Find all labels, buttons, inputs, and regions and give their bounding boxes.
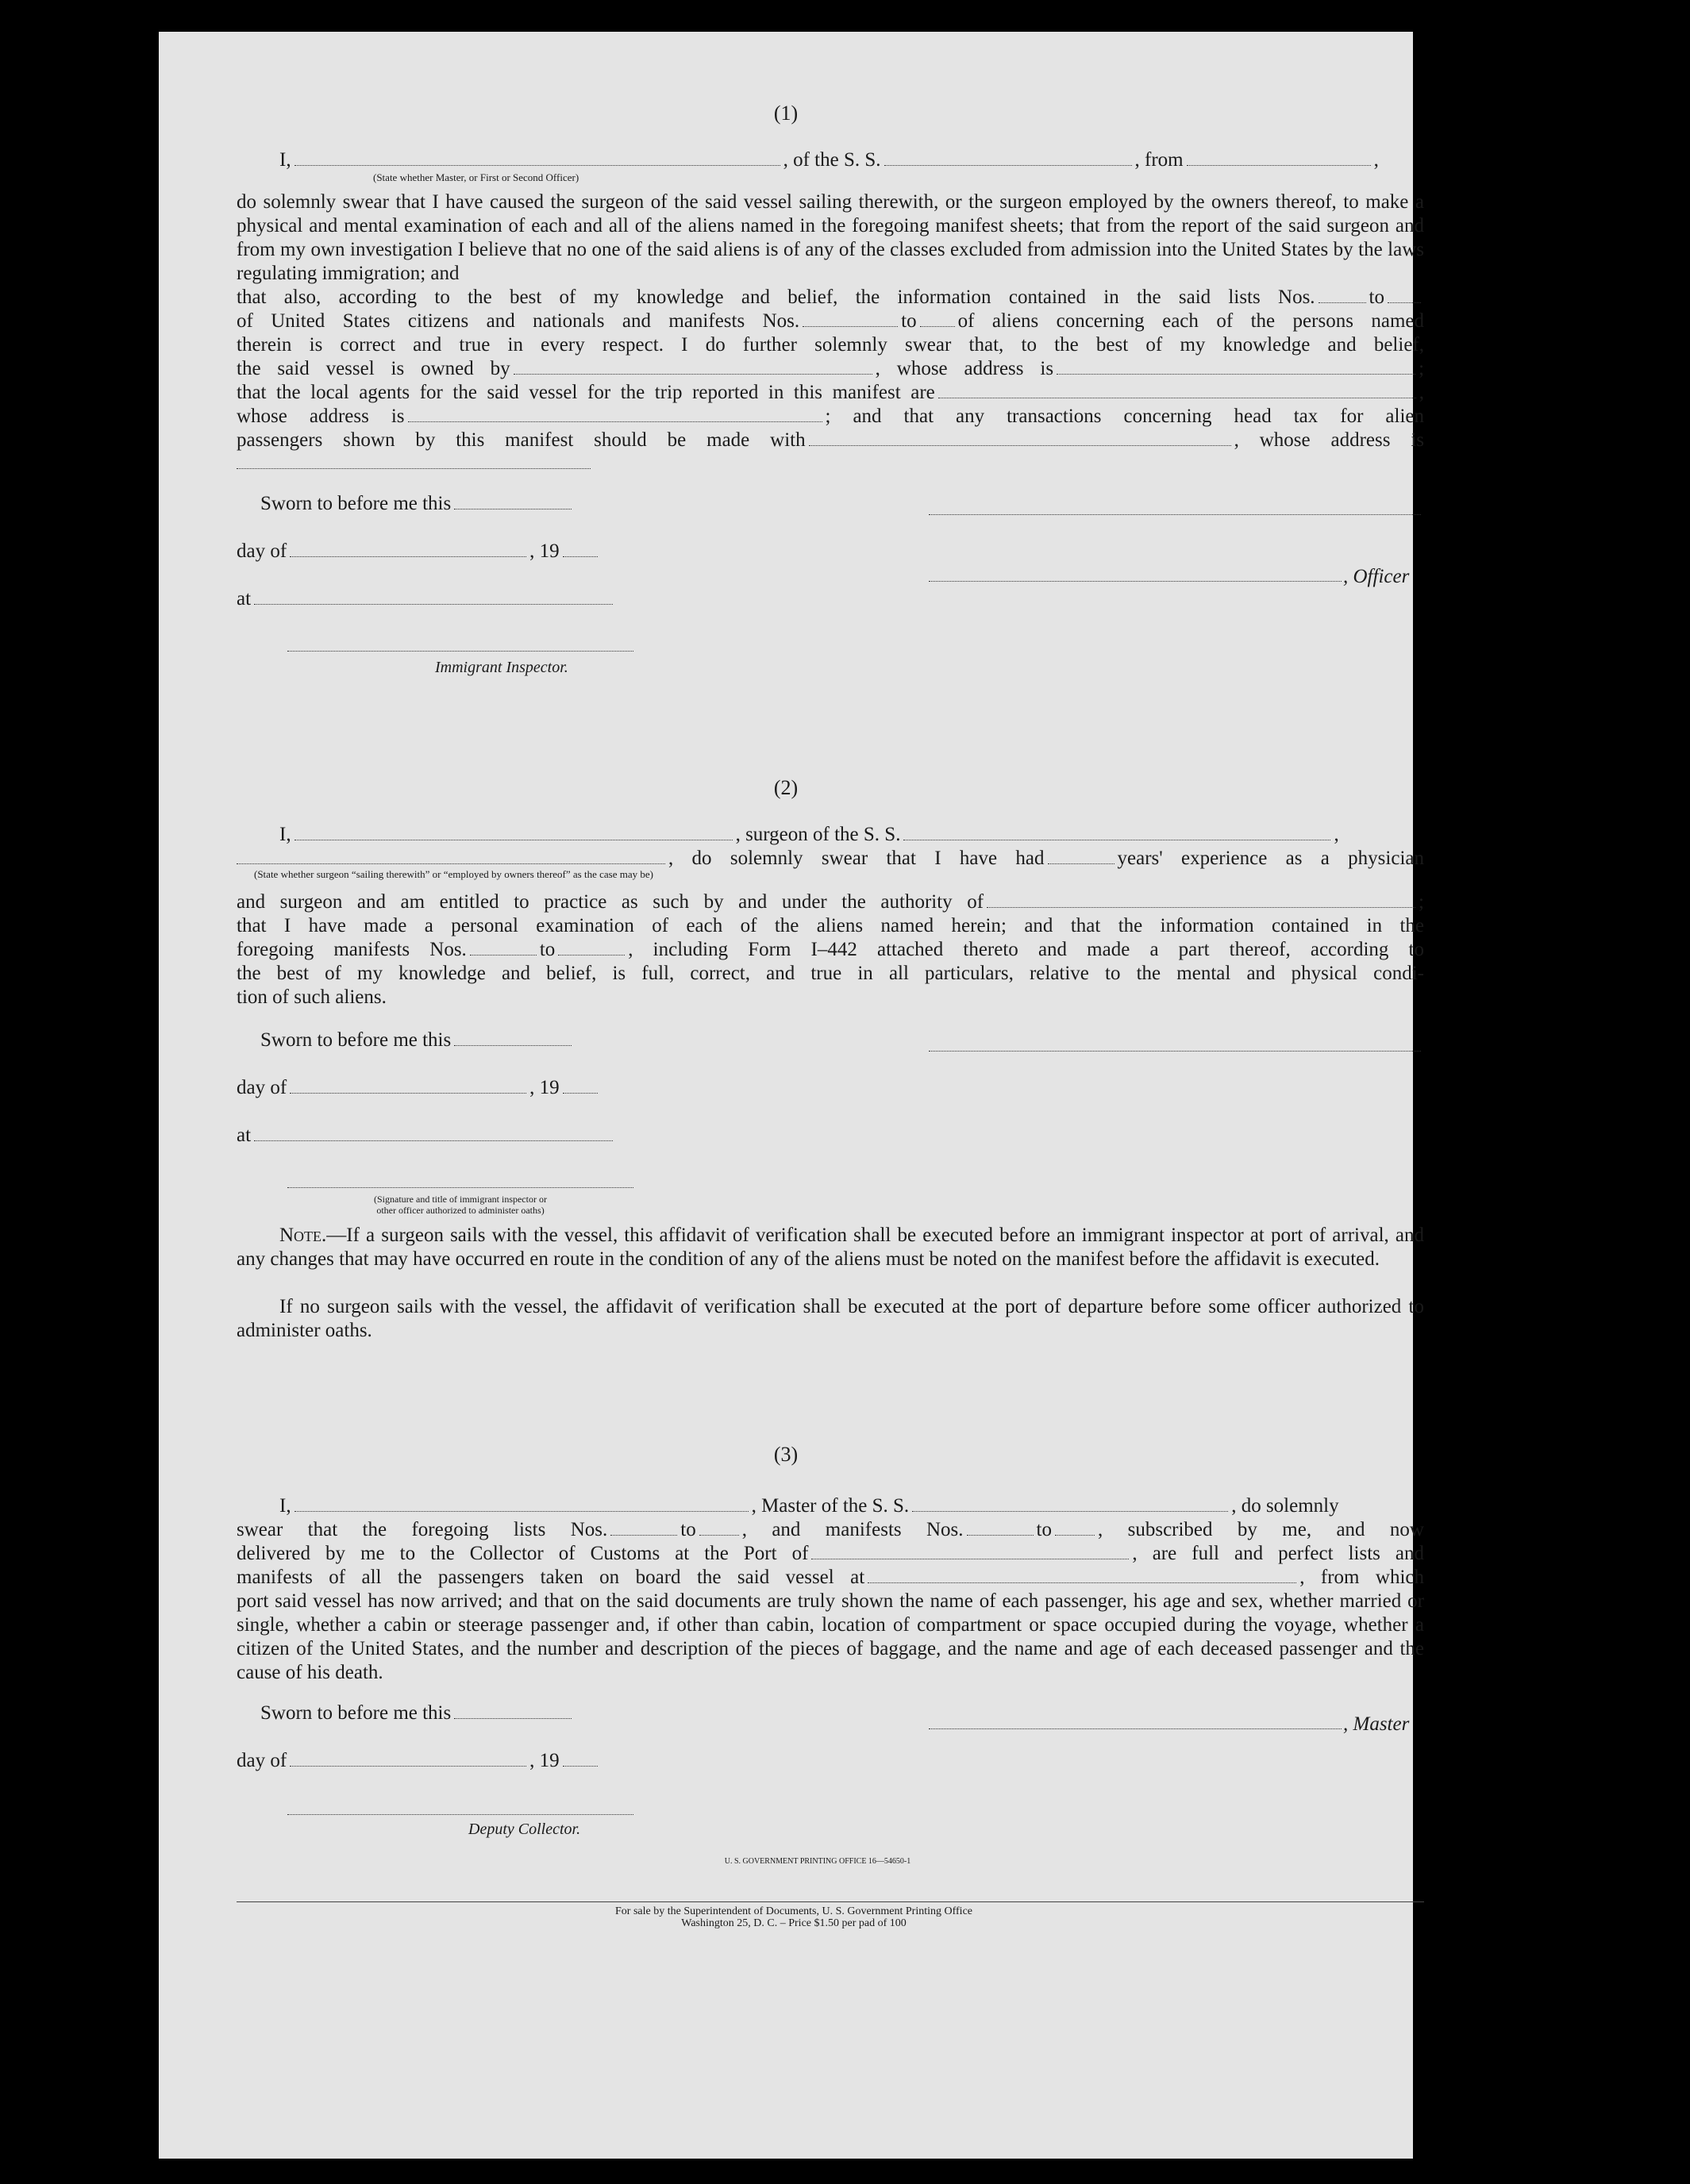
signature-note-line-2: other officer authorized to administer oaths): [376, 1205, 545, 1216]
manifests-from-field-3[interactable]: [967, 1521, 1034, 1536]
inspector-signature-field[interactable]: [287, 649, 633, 652]
sworn-day-field[interactable]: [454, 494, 572, 509]
lists-from-field[interactable]: [1319, 288, 1366, 303]
section-1-at-line: at: [237, 587, 616, 611]
officer-rank-note: (State whether Master, or First or Second Officer): [373, 171, 579, 183]
owner-address-field[interactable]: [1057, 360, 1415, 375]
section-3-lists-line: swear that the foregoing lists Nos. to , and manifests Nos. to , subscribed by me, and now: [237, 1519, 1424, 1540]
section-3-paragraph: port said vessel has now arrived; and that on the said documents are truly shown the name of each passenger, his age and sex, whether married or single, whether a cabin or steerage passenger and, if other than cabin, location of compartment or space occupied during the voyage, whether a citizen of the United States, and the number and description of the pieces of baggage, and the name and age of each deceased passenger and the cause of his death.: [237, 1590, 1424, 1683]
collector-label: Deputy Collector.: [468, 1821, 581, 1838]
sale-notice-line-1: For sale by the Superintendent of Documents, U. S. Government Printing Office: [615, 1905, 972, 1917]
section-2-manifests-line: foregoing manifests Nos. to , including Form I–442 attached thereto and made a part thereof, according to: [237, 939, 1424, 960]
manifests-to-field-3[interactable]: [1055, 1521, 1095, 1536]
form-page: [159, 32, 1425, 2159]
inspector-label: Immigrant Inspector.: [435, 659, 568, 676]
master-name-field[interactable]: [294, 1497, 749, 1512]
section-2-at-line: at: [237, 1124, 616, 1148]
boarding-port-field[interactable]: [868, 1568, 1296, 1583]
section-3-number: (3): [773, 1443, 799, 1466]
vessel-name-field-2[interactable]: [903, 825, 1330, 840]
section-2-sworn-line: Sworn to before me this: [260, 1029, 575, 1052]
month-field-3[interactable]: [290, 1751, 526, 1767]
section-1-owner-line: the said vessel is owned by , whose address is ;: [237, 358, 1425, 379]
head-tax-address-field[interactable]: [237, 467, 591, 469]
note-paragraph-2: If no surgeon sails with the vessel, the affidavit of verification shall be executed at the port of departure before some officer authorized to administer oaths.: [237, 1296, 1424, 1341]
vessel-name-field-3[interactable]: [912, 1497, 1228, 1512]
master-signature-field[interactable]: [929, 1727, 1342, 1729]
punch-hole: [1490, 1563, 1530, 1603]
surgeon-status-field[interactable]: [237, 849, 665, 864]
section-1-sworn-line: Sworn to before me this: [260, 492, 575, 516]
section-1-agents-line: that the local agents for the said vessel for the trip reported in this manifest are ,: [237, 382, 1424, 403]
punch-hole: [1490, 1643, 1530, 1682]
manifests-to-field[interactable]: [920, 312, 955, 327]
section-2-oath-line: I, , surgeon of the S. S. ,: [279, 824, 1339, 845]
head-tax-party-field[interactable]: [809, 431, 1231, 446]
officer-name-field[interactable]: [294, 151, 780, 166]
section-1-manifests-line: of United States citizens and nationals and manifests Nos. to of aliens concerning each of the persons named: [237, 310, 1424, 332]
place-field[interactable]: [254, 590, 613, 605]
manifests-from-field[interactable]: [803, 312, 898, 327]
section-1-lists-line: that also, according to the best of my knowledge and belief, the information contained in the said lists Nos. to: [237, 286, 1424, 310]
note-paragraph-1: Note.—If a surgeon sails with the vessel, this affidavit of verification shall be executed before an immigrant inspector at port of arrival, and any changes that may have occurred en route in the condition of any of the aliens must be noted on the manifest before the affidavit is executed.: [237, 1225, 1424, 1270]
month-field-2[interactable]: [290, 1079, 526, 1094]
gpo-imprint: U. S. GOVERNMENT PRINTING OFFICE 16—54650-1: [724, 1857, 911, 1866]
punch-hole: [1490, 595, 1530, 635]
punch-hole: [1490, 1928, 1530, 1968]
section-3-oath-line: I, , Master of the S. S. , do solemnly: [279, 1495, 1339, 1517]
surgeon-name-field[interactable]: [294, 825, 733, 840]
vessel-name-field[interactable]: [884, 151, 1132, 166]
from-port-field[interactable]: [1187, 151, 1371, 166]
section-1-day-line: day of , 19: [237, 540, 601, 563]
agents-field[interactable]: [938, 383, 1416, 398]
lists-to-field[interactable]: [1388, 288, 1421, 303]
punch-hole: [1490, 222, 1530, 262]
surgeon-status-note: (State whether surgeon “sailing therewith” or “employed by owners thereof” as the case may be): [254, 868, 653, 880]
owner-field[interactable]: [514, 360, 872, 375]
surgeon-signature-field[interactable]: [929, 1049, 1421, 1052]
agents-address-field[interactable]: [408, 407, 822, 422]
section-3-boarding-line: manifests of all the passengers taken on board the said vessel at , from which: [237, 1567, 1424, 1588]
sworn-day-field-2[interactable]: [454, 1031, 572, 1046]
section-3-sworn-line: Sworn to before me this: [260, 1701, 575, 1725]
section-2-number: (2): [773, 776, 799, 799]
lists-from-field-3[interactable]: [610, 1521, 677, 1536]
section-2-belief-line: the best of my knowledge and belief, is full, correct, and true in all particulars, relative to the mental and physical condi-: [237, 963, 1424, 984]
section-3-day-line: day of , 19: [237, 1749, 601, 1773]
month-field[interactable]: [290, 542, 526, 557]
year-field[interactable]: [563, 542, 598, 557]
signature-note-line-1: (Signature and title of immigrant inspector or: [374, 1194, 547, 1205]
year-field-3[interactable]: [563, 1751, 598, 1767]
punch-hole: [1490, 1436, 1530, 1476]
section-1-agents-address-line: whose address is ; and that any transactions concerning head tax for alien: [237, 406, 1424, 427]
punch-hole: [1490, 2055, 1530, 2095]
section-1-oath-line: I, , of the S. S. , from ,: [279, 149, 1379, 171]
punch-hole: [1490, 722, 1530, 762]
authority-signature-field[interactable]: [287, 1186, 633, 1188]
section-2-end-line: tion of such aliens.: [237, 986, 387, 1008]
section-1-paragraph: do solemnly swear that I have caused the surgeon of the said vessel sailing therewith, or the surgeon employed by the owners thereof, to make a physical and mental examination of each and all of the aliens named in the foregoing manifest sheets; that from the report of the said surgeon and from my own investigation I believe that no one of the said aliens is of any of the classes excluded from admission into the United States by the laws regulating immigration; and: [237, 191, 1424, 284]
section-1-further-line: therein is correct and true in every respect. I do further solemnly swear that, to the best of my knowledge and belief,: [237, 334, 1424, 356]
port-field[interactable]: [811, 1544, 1129, 1559]
section-1-number: (1): [773, 102, 799, 125]
footer-rule: [237, 1901, 1424, 1902]
section-2-day-line: day of , 19: [237, 1076, 601, 1100]
master-label: , Master: [1343, 1713, 1410, 1735]
place-field-2[interactable]: [254, 1126, 613, 1141]
officer-label: , Officer: [1343, 566, 1410, 587]
sale-notice-line-2: Washington 25, D. C. – Price $1.50 per pad of 100: [681, 1917, 907, 1929]
section-2-examination-line: that I have made a personal examination of each of the aliens named herein; and that the information contained in the: [237, 915, 1424, 936]
years-field[interactable]: [1048, 849, 1114, 864]
section-2-experience-line: , do solemnly swear that I have had years' experience as a physician: [237, 847, 1424, 871]
authority-field[interactable]: [987, 893, 1415, 908]
year-field-2[interactable]: [563, 1079, 598, 1094]
section-3-collector-line: delivered by me to the Collector of Customs at the Port of , are full and perfect lists and: [237, 1543, 1425, 1564]
section-2-authority-line: and surgeon and am entitled to practice as such by and under the authority of ;: [237, 891, 1424, 913]
officer-title-field[interactable]: [929, 579, 1342, 582]
punch-hole: [1506, 508, 1546, 548]
collector-signature-field[interactable]: [287, 1813, 633, 1815]
officer-signature-field[interactable]: [929, 513, 1421, 515]
section-1-head-tax-line: passengers shown by this manifest should be made with , whose address is: [237, 429, 1424, 451]
sworn-day-field-3[interactable]: [454, 1704, 572, 1719]
manifests-from-field-2[interactable]: [470, 940, 537, 956]
lists-to-field-3[interactable]: [699, 1521, 739, 1536]
punch-hole: [1490, 94, 1530, 133]
manifests-to-field-2[interactable]: [558, 940, 625, 956]
